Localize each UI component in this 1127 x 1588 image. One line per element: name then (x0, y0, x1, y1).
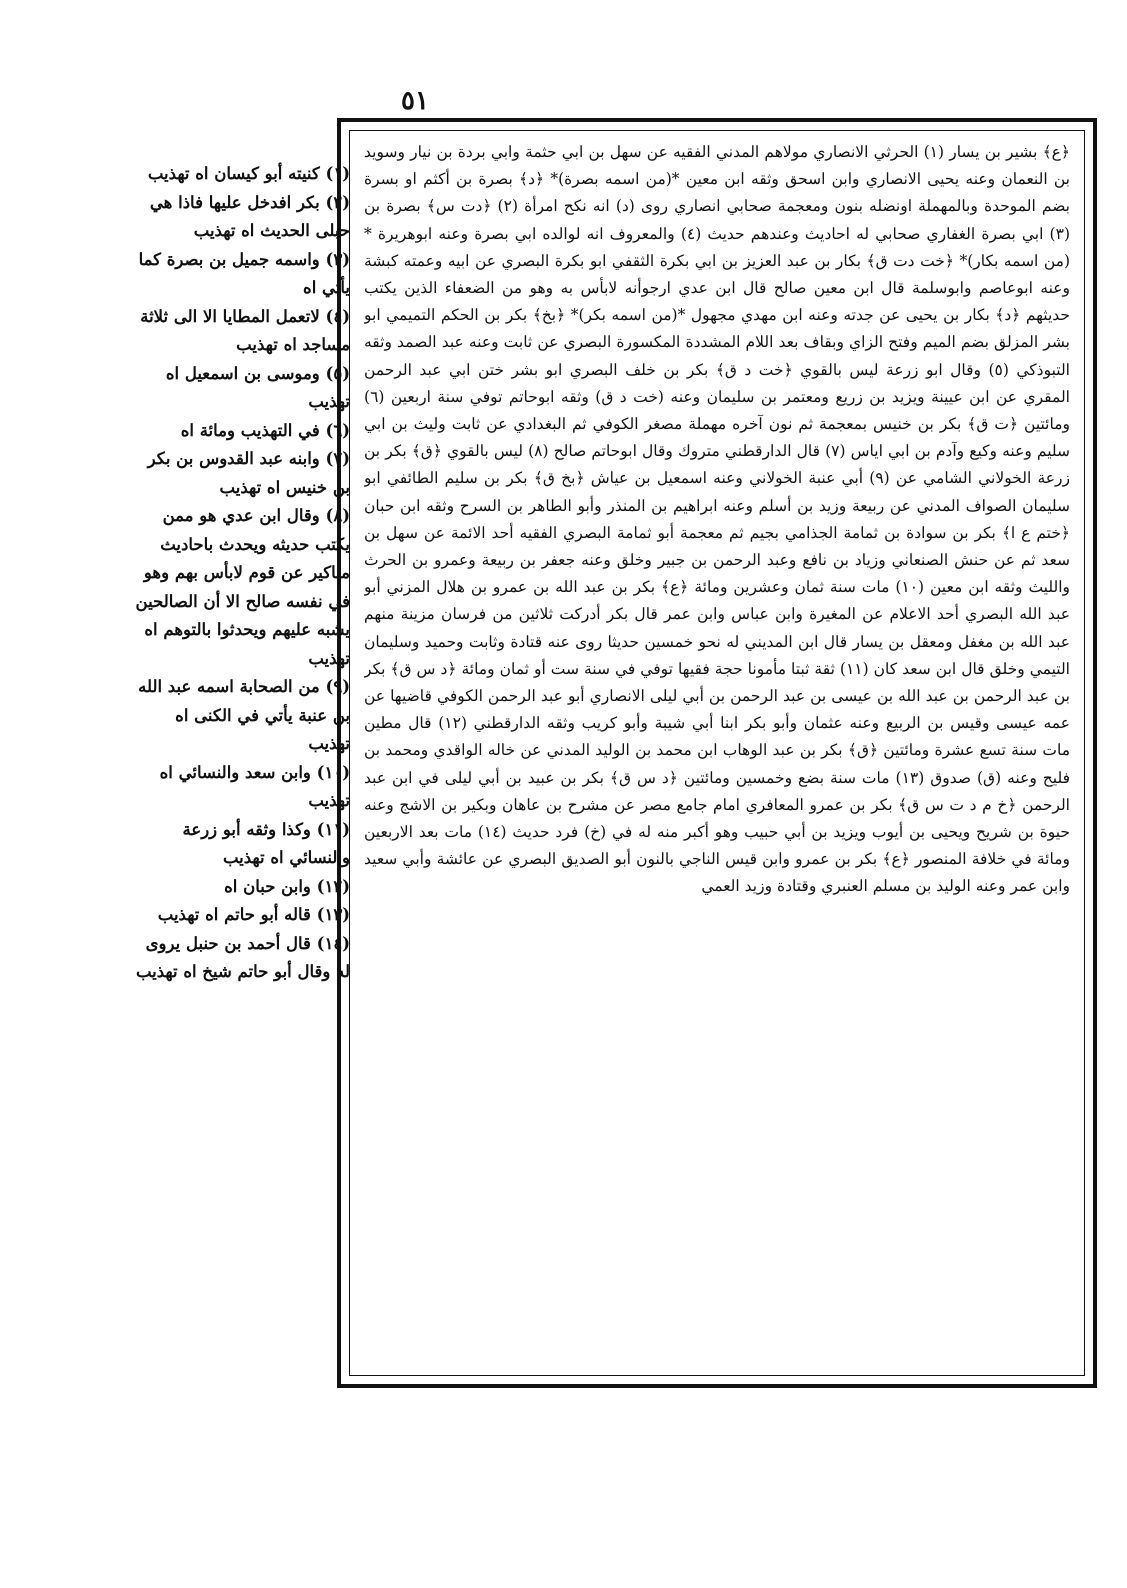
side-note: (٨) وقال ابن عدي هو ممن يكتب حديثه ويحدث باحاديث مناكير عن قوم لابأس بهم وهو في نفسه صالح الا أن الصالحين يشبه عليهم ويحدثوا بالتوهم اه تهذيب (135, 506, 350, 668)
side-note: (١٣) قاله أبو حاتم اه تهذيب (157, 905, 350, 924)
main-text-inner-border (349, 130, 1085, 1376)
main-text-body: ﴿ع﴾ بشير بن يسار (١) الحرثي الانصاري مولاهم المدني الفقيه عن سهل بن ابي حثمة وابي بردة بن نيار وسويد بن النعمان وعنه يحيى الانصاري وابن اسحق وثقه ابن معين *(من اسمه بصرة)* ﴿د﴾ بصرة بن أكثم او بسرة بضم الموحدة وبالمهملة اونضله بنون ومعجمة صحابي انصاري روى (د) انه نكح امرأة (٢) ﴿دت س﴾ بصرة بن (٣) ابي بصرة الغفاري صحابي له احاديث وعندهم حديث (٤) والمعروف انه لوالده ابي بصرة وعنه ابوهريرة *(من اسمه بكار)* ﴿خت دت ق﴾ بكار بن عبد العزيز بن ابي بكرة الثقفي ابو بكرة البصري عن ابيه وعمته كبشة وعنه ابوعاصم وابوسلمة قال ابن معين صالح قال ابن عدي ارجوأنه لابأس به وهو من الضعفاء الذين يكتب حديثهم ﴿د﴾ بكار بن يحيى عن جدته وعنه ابن مهدي مجهول *(من اسمه بكر)* ﴿بخ﴾ بكر بن الحكم التميمي ابو بشر المزلق بضم الميم وفتح الزاي وبقاف بعد اللام المشددة المكسورة البصري عن ثابت وعنه عبد الصمد وثقه التبوذكي (٥) وقال ابو زرعة ليس بالقوي ﴿خت د ق﴾ بكر بن خلف البصري ابو بشر ختن ابي عبد الرحمن المقري عن ابن عيينة ويزيد بن زريع ومعتمر بن سليمان وعنه (خت د ق) وثقه ابوحاتم توفي سنة اربعين (٦) ومائتين ﴿ت ق﴾ بكر بن خنيس بمعجمة ثم نون آخره مهملة مصغر الكوفي ثم البغدادي عن ثابت وليث بن ابي سليم وعنه وكيع وآدم بن ابي اياس (٧) قال الدارقطني متروك وقال ابوحاتم صالح (٨) ليس بالقوي ﴿ق﴾ بكر بن زرعة الخولاني الشامي عن (٩) أبي عنبة الخولاني وعنه اسمعيل بن عياش ﴿بخ ق﴾ بكر بن سليم الطائفي ابو سليمان الصواف المدني عن ربيعة وزيد بن أسلم وعنه ابراهيم بن المنذر وأبو الطاهر بن السرح وثقه ابن حبان ﴿ختم ع ا﴾ بكر بن سوادة بن ثمامة الجذامي بجيم ثم معجمة أبو ثمامة البصري الفقيه أحد الائمة عن سهل بن سعد ثم عن حنش الصنعاني وزياد بن نافع وعبد الرحمن بن جبير وخلق وعنه جعفر بن ربيعة وعمرو بن الحرث والليث وثقه ابن معين (١٠) مات سنة ثمان وعشرين ومائة ﴿ع﴾ بكر بن عبد الله بن عمرو بن هلال المزني أبو عبد الله البصري أحد الاعلام عن المغيرة وابن عباس وابن عمر قال بكر أدركت ثلاثين من فرسان مزينة منهم عبد الله بن مغفل ومعقل بن يسار قال ابن المديني له نحو خمسين حديثا روى عنه قتادة وثابت وحميد وسليمان التيمي وخلق قال ابن سعد كان (١١) ثقة ثبتا مأمونا حجة فقيها توفي في سنة ست أو ثمان ومائة ﴿د س ق﴾ بكر بن عبد الرحمن بن عبد الله بن عيسى بن عبد الرحمن بن أبي ليلى الانصاري أبو عبد الرحمن الكوفي قاضيها عن عمه عيسى وقيس بن الربيع وعنه عثمان وأبو بكر ابنا أبي شيبة وأبو كريب وثقه الدارقطني (١٢) قال مطين مات سنة تسع عشرة ومائتين ﴿ق﴾ بكر بن عبد الوهاب ابن محمد بن الوليد المدني عن خاله الواقدي ومحمد بن فليح وعنه (ق) صدوق (١٣) مات سنة بضع وخمسين ومائتين ﴿د س ق﴾ بكر بن عبيد بن أبي ليلى في ابن عبد الرحمن ﴿خ م د ت س ق﴾ بكر بن عمرو المعافري امام جامع مصر عن مشرح بن عاهان وبكير بن الاشج وعنه حيوة بن شريح ويحيى بن أيوب ويزيد بن أبي حبيب وهو أكبر منه له في (خ) فرد حديث (١٤) مات بعد الاربعين ومائة في خلافة المنصور ﴿ع﴾ بكر بن عمرو وابن قيس الناجي بالنون أبو الصديق البصري عن عائشة وأبي سعيد وابن عمر وعنه الوليد بن مسلم العنبري وقتادة وزيد العمي (364, 143, 1070, 896)
side-note: (٧) وابنه عبد القدوس بن بكر بن خنيس اه تهذيب (147, 449, 350, 497)
side-note: (١) كنيته أبو كيسان اه تهذيب (147, 164, 350, 183)
side-note: (١٠) وابن سعد والنسائي اه تهذيب (159, 762, 350, 810)
side-note: (٣) واسمه جميل بن بصرة كما يأتي اه (138, 249, 350, 297)
side-note: (٥) وموسى بن اسمعيل اه تهذيب (165, 363, 350, 411)
side-note: (١١) وكذا وثقه أبو زرعة والنسائي اه تهذيب (182, 819, 350, 867)
side-note: (٤) لاتعمل المطايا الا الى ثلاثة مساجد اه تهذيب (140, 306, 350, 354)
side-note: (٩) من الصحابة اسمه عبد الله بن عنبة يأتي في الكنى اه تهذيب (138, 677, 350, 753)
side-note: (١٢) وابن حبان اه (224, 876, 350, 896)
main-text (364, 139, 1070, 1367)
side-note: (٢) بكر افدخل عليها فاذا هي حبلى الحديث اه تهذيب (149, 192, 350, 240)
page-number: ٥١ (401, 86, 429, 116)
side-note: (١٤) قال أحمد بن حنبل يروى له وقال أبو حاتم شيخ اه تهذيب (135, 933, 350, 981)
side-notes (128, 160, 350, 1380)
main-text-frame (337, 118, 1097, 1388)
side-note: (٦) في التهذيب ومائة اه (180, 420, 350, 440)
